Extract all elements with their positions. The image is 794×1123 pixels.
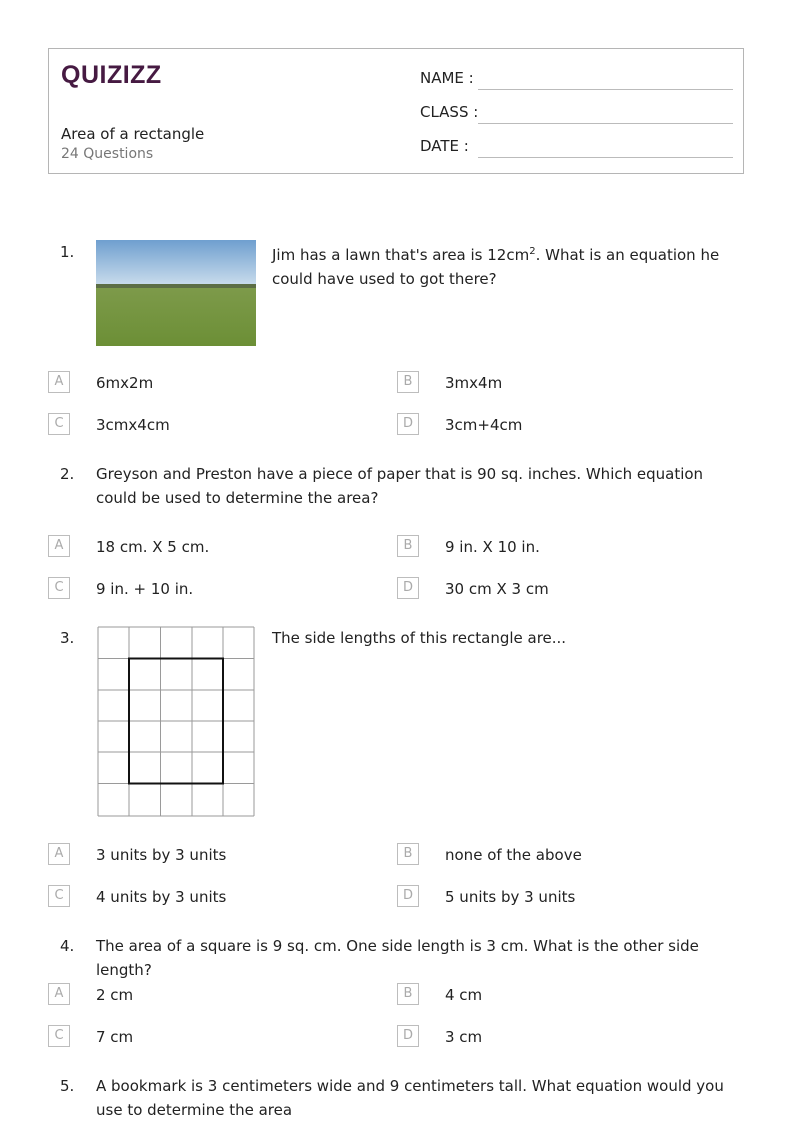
- option-letter-box[interactable]: C: [48, 577, 70, 599]
- option-letter-box[interactable]: A: [48, 535, 70, 557]
- option-text: 3mx4m: [445, 374, 503, 392]
- worksheet-header: [48, 48, 744, 174]
- option-letter-box[interactable]: C: [48, 885, 70, 907]
- option-text: 3cmx4cm: [96, 416, 170, 434]
- option-letter-box[interactable]: D: [397, 885, 419, 907]
- question-number: 5.: [60, 1077, 75, 1095]
- worksheet-title: Area of a rectangle: [61, 125, 205, 143]
- option-text: 2 cm: [96, 986, 134, 1004]
- question-number: 4.: [60, 937, 75, 955]
- option-text: 18 cm. X 5 cm.: [96, 538, 210, 556]
- question-number: 2.: [60, 465, 75, 483]
- option-text: 30 cm X 3 cm: [445, 580, 549, 598]
- name-line: [478, 89, 733, 90]
- question-number: 3.: [60, 629, 75, 647]
- option-letter-box[interactable]: D: [397, 1025, 419, 1047]
- option-text: 4 units by 3 units: [96, 888, 227, 906]
- option-text: none of the above: [445, 846, 582, 864]
- date-label: DATE :: [420, 137, 469, 155]
- question-text: The area of a square is 9 sq. cm. One side length is 3 cm. What is the other side length?: [96, 937, 699, 979]
- question-count: 24 Questions: [61, 146, 154, 162]
- date-line: [478, 157, 733, 158]
- option-text: 3 units by 3 units: [96, 846, 227, 864]
- option-text: 3 cm: [445, 1028, 483, 1046]
- question-number: 1.: [60, 243, 75, 261]
- question-text: Jim has a lawn that's area is $12cm^2$. What is an equation he could have used to got there?: [272, 246, 720, 288]
- option-letter-box[interactable]: C: [48, 1025, 70, 1047]
- grass-field-image: [96, 240, 256, 346]
- option-letter-box[interactable]: D: [397, 413, 419, 435]
- question-text: The side lengths of this rectangle are...: [272, 629, 567, 647]
- quizizz-logo: QUIZIZZ: [61, 61, 162, 89]
- option-text: 7 cm: [96, 1028, 134, 1046]
- option-text: 4 cm: [445, 986, 483, 1004]
- option-letter-box[interactable]: C: [48, 413, 70, 435]
- option-letter-box[interactable]: B: [397, 371, 419, 393]
- option-text: 9 in. X 10 in.: [445, 538, 540, 556]
- class-label: CLASS :: [420, 103, 479, 121]
- option-letter-box[interactable]: A: [48, 983, 70, 1005]
- option-letter-box[interactable]: A: [48, 843, 70, 865]
- grid-rectangle-diagram: [96, 626, 258, 818]
- class-line: [478, 123, 733, 124]
- option-letter-box[interactable]: B: [397, 535, 419, 557]
- option-letter-box[interactable]: D: [397, 577, 419, 599]
- option-letter-box[interactable]: A: [48, 371, 70, 393]
- question-text: Greyson and Preston have a piece of paper that is 90 sq. inches. Which equation could be used to determine the area?: [96, 465, 704, 507]
- question-text: A bookmark is 3 centimeters wide and 9 centimeters tall. What equation would you use to determine the area: [96, 1077, 724, 1119]
- option-letter-box[interactable]: B: [397, 983, 419, 1005]
- name-label: NAME :: [420, 69, 474, 87]
- option-text: 3cm+4cm: [445, 416, 523, 434]
- option-text: 6mx2m: [96, 374, 154, 392]
- option-text: 9 in. + 10 in.: [96, 580, 194, 598]
- option-text: 5 units by 3 units: [445, 888, 576, 906]
- option-letter-box[interactable]: B: [397, 843, 419, 865]
